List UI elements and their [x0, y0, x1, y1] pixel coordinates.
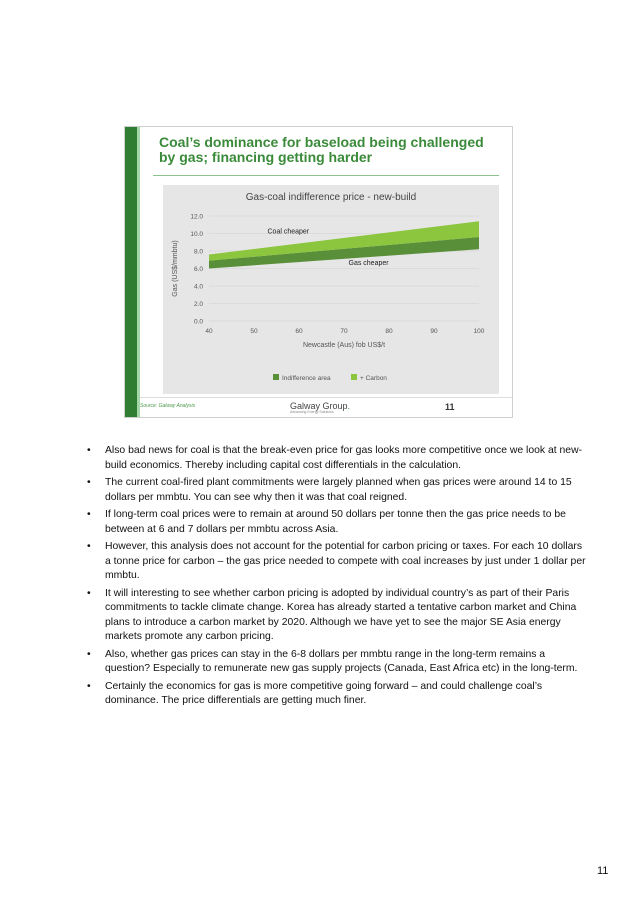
bullet-text: However, this analysis does not account for the potential for carbon pricing or taxes. For each 10 dollars a tonne price for carbon – the gas price needed to compete with coal increases by just under 1 dollar per mmbtu.: [105, 541, 586, 581]
slide-number: 11: [445, 402, 455, 412]
bullet-symbol: •: [87, 680, 91, 692]
x-tick-label: 80: [385, 328, 393, 335]
slide-title-rule: [153, 175, 499, 176]
bullet-text: The current coal-fired plant commitments were largely planned when gas prices were around 14 to 15 dollars per mmbtu. You can see why then it was that coal reigned.: [105, 477, 572, 503]
x-tick-label: 70: [340, 328, 348, 335]
bullet-text: Also, whether gas prices can stay in the 6-8 dollars per mmbtu range in the long-term remains a question? Especially to remunerate new gas supply projects (Canada, East Africa etc) in the long-term.: [105, 648, 578, 674]
slide-accent-bar: [125, 127, 137, 417]
y-tick-label: 6.0: [193, 266, 203, 273]
galway-logo: [290, 401, 350, 414]
bullet-text: If long-term coal prices were to remain at around 50 dollars per tonne then the gas price needs to be between at 6 and 7 dollars per mmbtu across Asia.: [105, 509, 566, 535]
y-axis-label: Gas (US$/mmbtu): [172, 240, 179, 297]
x-tick-label: 60: [295, 328, 303, 335]
y-tick-label: 4.0: [193, 283, 203, 291]
bullet-symbol: •: [87, 509, 91, 520]
x-tick-label: 100: [473, 328, 485, 335]
annotation-coal-cheaper: Coal cheaper: [267, 228, 310, 236]
x-tick-label: 40: [205, 328, 213, 335]
chart-svg: [163, 185, 499, 394]
legend-swatch: [273, 374, 279, 380]
bullet-text: Also bad news for coal is that the break-even price for gas looks more competitive once we look at new-build economics. Thereby including capital cost differentials in the calculation.: [105, 445, 583, 471]
x-tick-label: 90: [430, 328, 438, 335]
bullet-text: Certainly the economics for gas is more competitive going forward – and could challenge coal’s dominance. The price differentials are getting much finer.: [105, 680, 543, 706]
logo-text: Galway Group: [290, 401, 348, 411]
bullet-text: It will interesting to see whether carbon pricing is adopted by individual country’s as part of their Paris commitments to tackle climate change. Korea has already started a tentative carbon market and China plans to introduce a carbon market by 2020. Although we have yet to see the major SE Asia energy markets promote any carbon pricing.: [105, 587, 577, 642]
bullet-symbol: •: [87, 648, 91, 660]
slide-title: Coal’s dominance for baseload being challenged by gas; financing getting harder: [159, 134, 484, 165]
bullet-item: [87, 444, 587, 473]
bullet-item: [87, 648, 587, 677]
y-tick-label: 10.0: [190, 231, 203, 238]
y-tick-label: 0.0: [193, 318, 203, 326]
bullet-item: [87, 680, 587, 709]
x-tick-label: 50: [250, 328, 258, 335]
logo-dot: .: [347, 401, 351, 411]
y-tick-label: 8.0: [193, 248, 203, 256]
bullet-symbol: •: [87, 445, 91, 456]
bullet-item: [87, 540, 587, 584]
bullet-item: [87, 508, 587, 537]
legend-swatch: [351, 374, 357, 380]
legend-label: Indifference area: [282, 375, 331, 382]
chart: [163, 185, 499, 394]
slide-accent-stripe: [137, 127, 140, 417]
chart-title: Gas-coal indifference price - new-build: [245, 192, 417, 203]
logo-tagline: Advancing Energy Solutions: [290, 410, 334, 414]
bullet-symbol: •: [87, 587, 91, 599]
x-axis-label: Newcastle (Aus) fob US$/t: [302, 342, 386, 349]
legend-label: + Carbon: [360, 375, 387, 382]
source-note: Source: Galway Analysis: [140, 403, 196, 409]
bullet-item: [87, 587, 587, 645]
bullet-item: [87, 476, 587, 505]
y-tick-label: 12.0: [190, 213, 203, 221]
annotation-gas-cheaper: Gas cheaper: [348, 260, 389, 267]
slide-image: [124, 126, 513, 418]
slide-footer: [140, 397, 512, 418]
bullet-list: [87, 444, 587, 712]
y-tick-label: 2.0: [193, 301, 203, 308]
page-number: 11: [597, 865, 609, 877]
bullet-symbol: •: [87, 477, 91, 488]
bullet-symbol: •: [87, 541, 91, 552]
